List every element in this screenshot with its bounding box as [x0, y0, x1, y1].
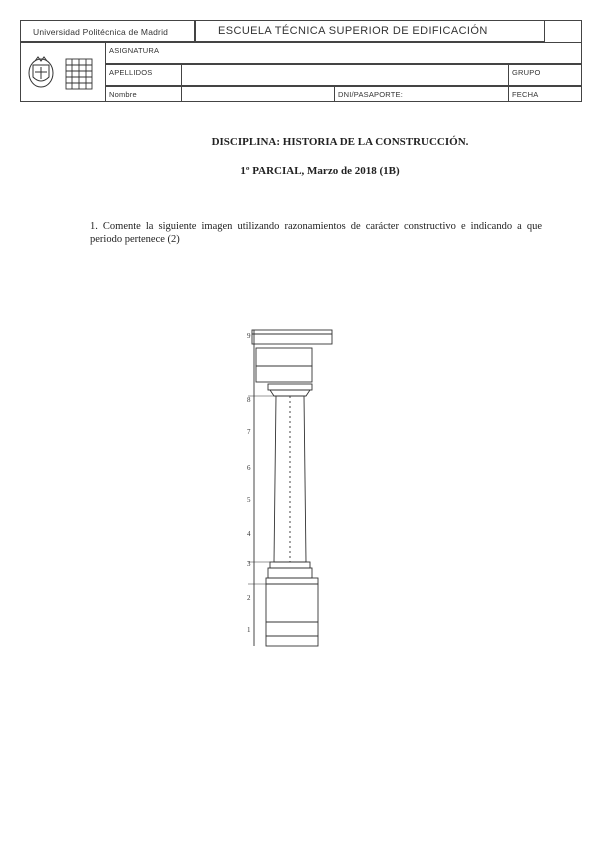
pedestal [266, 584, 318, 636]
scale-label: 9 [247, 332, 251, 340]
question-1: 1. Comente la siguiente imagen utilizando razonamientos de carácter constructivo e indicando a que periodo pertenece (2) [90, 221, 542, 245]
surnames-label: APELLIDOS [109, 68, 153, 77]
base-torus [270, 562, 310, 568]
scale-label: 5 [247, 496, 251, 504]
scale-label: 8 [247, 396, 251, 404]
surnames-row [105, 64, 582, 86]
plinth [266, 636, 318, 646]
exam-header-form [20, 20, 582, 102]
cornice [252, 330, 332, 344]
architrave [256, 366, 312, 382]
row-divider [508, 87, 509, 101]
discipline-title: DISCIPLINA: HISTORIA DE LA CONSTRUCCIÓN. [211, 136, 469, 148]
base-scotia [268, 568, 312, 578]
scale-label: 1 [247, 626, 251, 634]
university-cell [20, 20, 195, 42]
logos-cell [20, 42, 105, 102]
row-divider [334, 87, 335, 101]
university-name: Universidad Politécnica de Madrid [33, 27, 169, 37]
row-divider [181, 87, 182, 101]
date-label: FECHA [512, 90, 539, 99]
group-label: GRUPO [512, 68, 541, 77]
row-divider [181, 65, 182, 85]
university-logos [21, 43, 106, 103]
scale-label: 3 [247, 560, 251, 568]
subject-label: ASIGNATURA [109, 46, 160, 55]
name-row [105, 86, 582, 102]
echinus [270, 390, 310, 396]
row-divider [508, 65, 509, 85]
scale-label: 2 [247, 594, 251, 602]
exam-subtitle: 1º PARCIAL, Marzo de 2018 (1B) [240, 165, 400, 177]
name-label: Nombre [109, 90, 137, 99]
column-drawing [238, 322, 338, 652]
abacus [268, 384, 312, 390]
scale-label: 4 [247, 530, 251, 538]
subject-row [105, 42, 582, 64]
scale-label: 6 [247, 464, 251, 472]
school-name: ESCUELA TÉCNICA SUPERIOR DE EDIFICACIÓN [218, 25, 488, 37]
frieze [256, 348, 312, 366]
building-logo [66, 59, 92, 89]
school-cell [195, 20, 545, 42]
id-label: DNI/PASAPORTE: [338, 90, 404, 99]
crest-logo [29, 57, 53, 87]
scale-label: 7 [247, 428, 251, 436]
